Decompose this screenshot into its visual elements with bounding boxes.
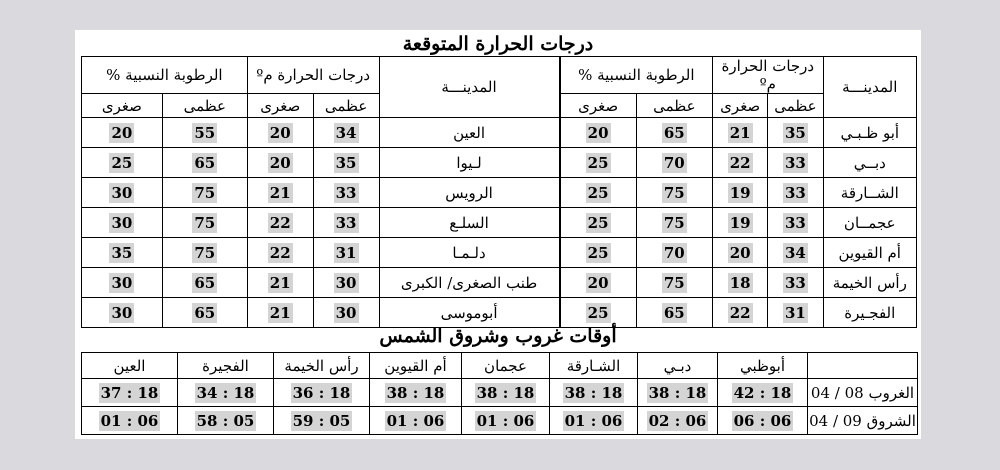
temp-max-value: 33 [784,273,806,292]
temperature-title: درجات الحرارة المتوقعة [402,33,594,55]
sunrise-label: الشروق 09 / 04 [808,407,918,435]
sunset-time: 18 : 34 [196,383,255,402]
header-min: صغرى [82,94,163,118]
sun-city-name: الشـارقة [550,353,638,379]
header-max: عظمى [636,94,712,118]
city-name: العين [379,118,560,148]
temp-min-value: 20 [269,123,291,142]
humidity-max-value: 75 [194,183,216,202]
temp-max-value: 33 [784,153,806,172]
city-name: أم القيوين [823,238,916,268]
city-name: أبو ظـبـي [823,118,916,148]
sun-city-name: رأس الخيمة [274,353,370,379]
city-name: السلـع [379,208,560,238]
sun-city-name: أم القيوين [370,353,462,379]
temp-max-value: 31 [784,303,806,322]
temp-min-value: 20 [729,243,751,262]
city-name: الشــارقة [823,178,916,208]
header-min: صغرى [247,94,313,118]
temp-max-value: 33 [335,213,357,232]
header-temp-right: درجات الحرارة مº [713,57,823,94]
sunrise-time: 05 : 59 [292,411,351,430]
table-row [82,208,917,238]
sunset-time: 18 : 42 [733,383,792,402]
humidity-max-value: 70 [663,243,685,262]
sunset-row [82,379,918,407]
humidity-max-value: 65 [194,303,216,322]
humidity-min-value: 25 [587,243,609,262]
humidity-max-value: 75 [194,213,216,232]
sun-city-name: عجمان [462,353,550,379]
table-row [82,268,917,298]
humidity-min-value: 25 [587,303,609,322]
humidity-max-value: 75 [663,273,685,292]
temp-max-value: 35 [335,153,357,172]
sunset-time: 18 : 38 [648,383,707,402]
humidity-min-value: 20 [587,273,609,292]
humidity-max-value: 65 [194,273,216,292]
humidity-max-value: 55 [194,123,216,142]
city-name: أبوموسى [379,298,560,328]
humidity-min-value: 30 [111,273,133,292]
temp-min-value: 19 [729,183,751,202]
header-temp-left: درجات الحرارة مº [247,57,379,94]
humidity-min-value: 30 [111,183,133,202]
temp-max-value: 30 [335,273,357,292]
sunset-time: 18 : 36 [292,383,351,402]
humidity-min-value: 25 [587,183,609,202]
header-humidity-right: الرطوبة النسبية % [560,57,713,94]
temp-max-value: 31 [335,243,357,262]
forecast-sheet [75,30,921,439]
temp-min-value: 18 [729,273,751,292]
humidity-min-value: 25 [587,153,609,172]
sunset-time: 18 : 38 [564,383,623,402]
sunrise-time: 06 : 01 [100,411,159,430]
table-row [82,238,917,268]
header-max: عظمى [162,94,247,118]
sun-city-name: أبوظبي [718,353,808,379]
temp-min-value: 21 [269,273,291,292]
temp-min-value: 22 [729,303,751,322]
humidity-max-value: 75 [194,243,216,262]
header-city-left: المدينـــة [379,57,560,118]
sunrise-time: 06 : 01 [564,411,623,430]
empty-corner-cell [808,353,918,379]
temp-min-value: 20 [269,153,291,172]
sunrise-time: 05 : 58 [196,411,255,430]
temperature-table [81,56,917,328]
header-max: عظمى [313,94,379,118]
header-city-right: المدينـــة [823,57,916,118]
sun-city-name: العين [82,353,178,379]
humidity-min-value: 30 [111,303,133,322]
header-min: صغرى [560,94,637,118]
sunrise-time: 06 : 01 [386,411,445,430]
humidity-min-value: 25 [587,213,609,232]
temp-min-value: 22 [729,153,751,172]
city-name: الرويس [379,178,560,208]
sunset-time: 18 : 38 [476,383,535,402]
city-name: رأس الخيمة [823,268,916,298]
temp-max-value: 33 [784,213,806,232]
temp-min-value: 21 [269,183,291,202]
temp-max-value: 35 [784,123,806,142]
city-name: دبــي [823,148,916,178]
humidity-min-value: 25 [111,153,133,172]
sunrise-time: 06 : 02 [648,411,707,430]
city-name: طنب الصغرى/ الكبرى [379,268,560,298]
sun-header-row [82,353,918,379]
humidity-min-value: 20 [111,123,133,142]
city-name: الفجـيرة [823,298,916,328]
temp-max-value: 34 [784,243,806,262]
humidity-min-value: 20 [587,123,609,142]
temp-max-value: 33 [784,183,806,202]
sunrise-time: 06 : 01 [476,411,535,430]
temp-min-value: 21 [729,123,751,142]
sunset-time: 18 : 38 [386,383,445,402]
temp-max-value: 30 [335,303,357,322]
sun-city-name: الفجيرة [178,353,274,379]
humidity-max-value: 75 [663,183,685,202]
temp-min-value: 19 [729,213,751,232]
humidity-max-value: 70 [663,153,685,172]
sunset-time: 18 : 37 [100,383,159,402]
sun-city-name: دبـي [638,353,718,379]
table-row [82,178,917,208]
humidity-min-value: 35 [111,243,133,262]
temp-min-value: 22 [269,243,291,262]
sunset-label: الغروب 08 / 04 [808,379,918,407]
sun-times-table [81,352,918,435]
header-humidity-left: الرطوبة النسبية % [82,57,248,94]
humidity-min-value: 30 [111,213,133,232]
humidity-max-value: 65 [663,303,685,322]
header-min: صغرى [713,94,768,118]
temp-min-value: 21 [269,303,291,322]
table-row [82,148,917,178]
city-name: لـيوا [379,148,560,178]
humidity-max-value: 65 [194,153,216,172]
temp-min-value: 22 [269,213,291,232]
city-name: دلـمـا [379,238,560,268]
sunrise-time: 06 : 06 [733,411,792,430]
humidity-max-value: 75 [663,213,685,232]
sunrise-row [82,407,918,435]
table-row [82,118,917,148]
sun-times-title: أوقات غروب وشروق الشمس [379,325,617,347]
temp-max-value: 34 [335,123,357,142]
table-row [82,298,917,328]
humidity-max-value: 65 [663,123,685,142]
temp-max-value: 33 [335,183,357,202]
city-name: عجمــان [823,208,916,238]
header-max: عظمى [768,94,823,118]
